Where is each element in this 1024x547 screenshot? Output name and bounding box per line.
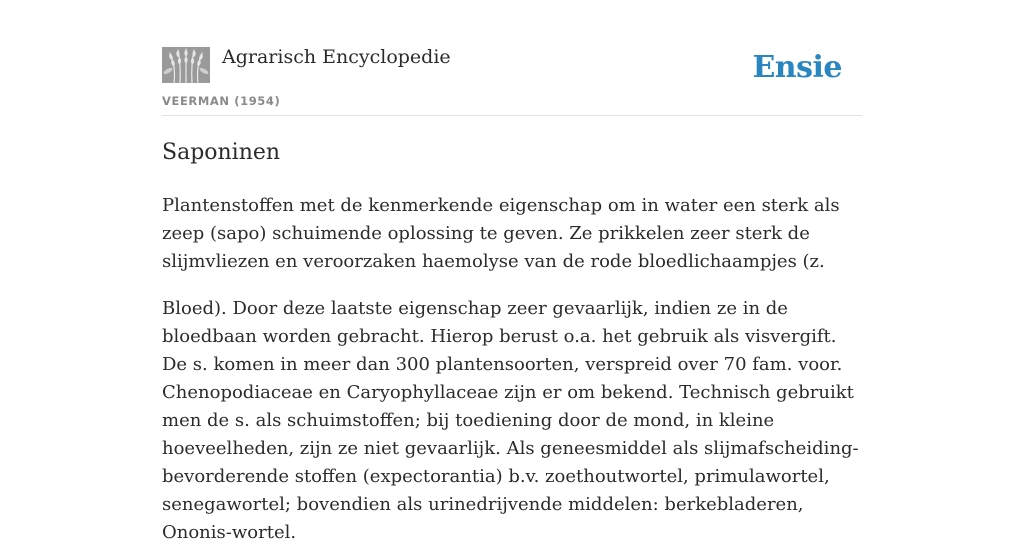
wheat-ears-icon[interactable] (162, 47, 210, 83)
article-paragraph-2: Bloed). Door deze laatste eigenschap zeer gevaarlijk, indien ze in de bloedbaan worden gebracht. Hierop berust o.a. het gebruik als visvergift. De s. komen in meer dan 300 plantensoorten, verspreid over 70 fam. voor. Chenopodiaceae en Caryophyllaceae zijn er om bekend. Technisch gebruikt men de s. als schuimstoffen; bij toediening door de mond, in kleine hoeveelheden, zijn ze niet gevaarlijk. Als geneesmiddel als slijmafscheiding-bevorderende stoffen (expectorantia) b.v. zoethoutwortel, primulawortel, senegawortel; bovendien als urinedrijvende middelen: berkebladeren, Ononis-wortel. (162, 298, 859, 543)
brand-logo-link[interactable]: Ensie (752, 50, 842, 85)
article-title: Saponinen (162, 140, 281, 165)
page (162, 0, 862, 543)
author-line: VEERMAN (1954) (162, 94, 281, 108)
header (162, 0, 862, 116)
article-paragraph-1: Plantenstoffen met de kenmerkende eigenschap om in water een sterk als zeep (sapo) schuimende oplossing te geven. Ze prikkelen zeer sterk de slijmvliezen en veroorzaken haemolyse van de rode bloedlichaampjes (z. (162, 195, 840, 272)
publication-title[interactable]: Agrarisch Encyclopedie (222, 46, 451, 68)
